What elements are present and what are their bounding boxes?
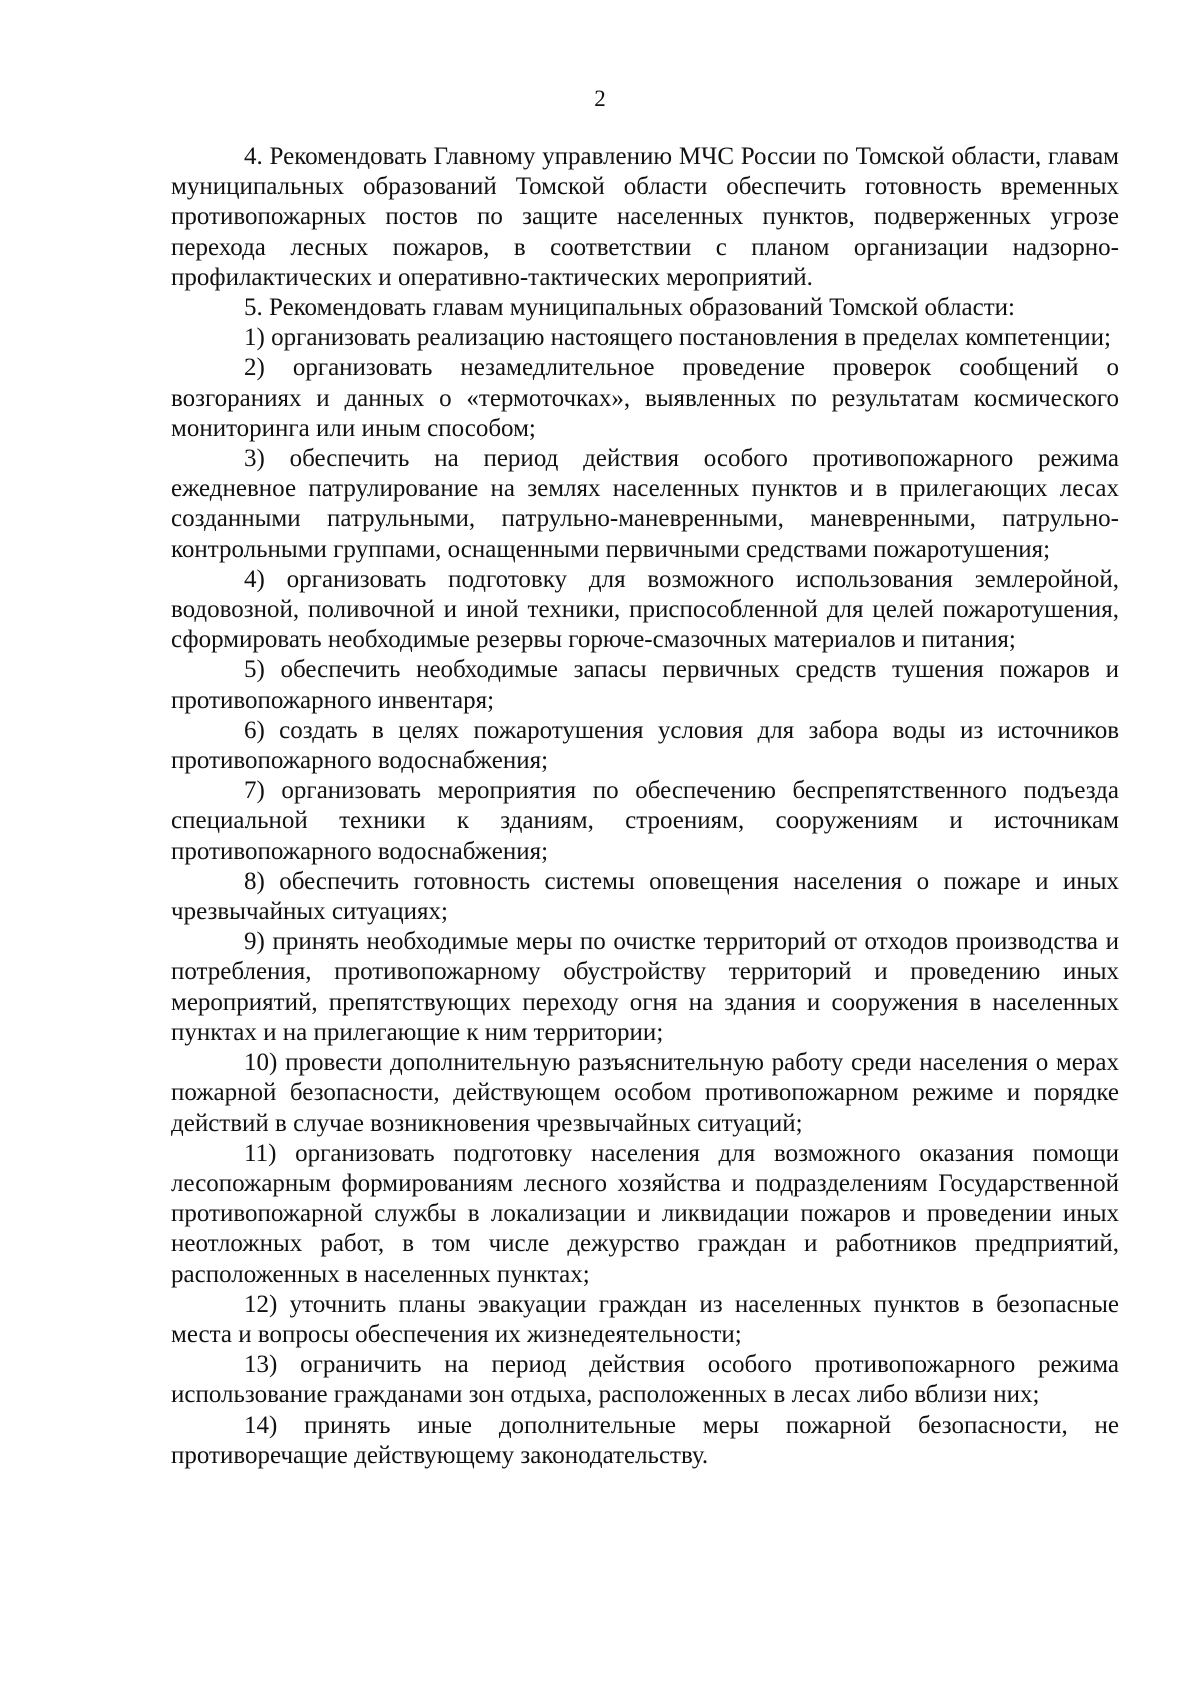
document-body: [171, 142, 1119, 1471]
subitem-13: 13) ограничить на период действия особого противопожарного режима использование гражданами зон отдыха, расположенных в лесах либо вблизи них;: [171, 1351, 1119, 1409]
subitem-4: 4) организовать подготовку для возможного использования землеройной, водовозной, поливочной и иной техники, приспособленной для целей пожаротушения, сформировать необходимые резервы горюче-смазочных материалов и питания;: [171, 565, 1119, 654]
subitem-2: 2) организовать незамедлительное проведение проверок сообщений о возгораниях и данных о «термоточках», выявленных по результатам космического мониторинга или иным способом;: [171, 354, 1119, 442]
subitem-10: 10) провести дополнительную разъяснительную работу среди населения о мерах пожарной безопасности, действующем особом противопожарном режиме и порядке действий в случае возникновения чрезвычайных ситуаций;: [171, 1049, 1119, 1137]
subitem-11: 11) организовать подготовку населения для возможного оказания помощи лесопожарным формированиям лесного хозяйства и подразделениям Государственной противопожарной службы в локализации и ликвидации пожаров и проведении иных неотложных работ, в том числе дежурство граждан и работников предприятий, расположенных в населенных пунктах;: [171, 1139, 1119, 1288]
paragraph-item-4: 4. Рекомендовать Главному управлению МЧС России по Томской области, главам муниципальных образований Томской области обеспечить готовность временных противопожарных постов по защите населенных пунктов, подверженных угрозе перехода лесных пожаров, в соответствии с планом организации надзорно-профилактических и оперативно-тактических мероприятий.: [171, 143, 1119, 291]
subitem-6: 6) создать в целях пожаротушения условия для забора воды из источников противопожарного водоснабжения;: [171, 716, 1119, 775]
paragraph-item-5: 5. Рекомендовать главам муниципальных образований Томской области:: [244, 294, 1015, 322]
subitem-5: 5) обеспечить необходимые запасы первичных средств тушения пожаров и противопожарного инвентаря;: [171, 656, 1119, 714]
page-number: 2: [594, 86, 606, 111]
subitem-14: 14) принять иные дополнительные меры пожарной безопасности, не противоречащие действующему законодательству.: [171, 1411, 1119, 1469]
subitem-7: 7) организовать мероприятия по обеспечению беспрепятственного подъезда специальной техники к зданиям, строениям, сооружениям и источникам противопожарного водоснабжения;: [171, 777, 1119, 865]
subitem-8: 8) обеспечить готовность системы оповещения населения о пожаре и иных чрезвычайных ситуациях;: [171, 867, 1119, 926]
subitem-9: 9) принять необходимые меры по очистке территорий от отходов производства и потребления, противопожарному обустройству территорий и проведению иных мероприятий, препятствующих переходу огня на здания и сооружения в населенных пунктах и на прилегающие к ним территории;: [171, 928, 1119, 1046]
subitem-3: 3) обеспечить на период действия особого противопожарного режима ежедневное патрулирование на землях населенных пунктов и в прилегающих лесах созданными патрульными, патрульно-маневренными, маневренными, патрульно-контрольными группами, оснащенными первичными средствами пожаротушения;: [171, 445, 1119, 563]
subitem-12: 12) уточнить планы эвакуации граждан из населенных пунктов в безопасные места и вопросы обеспечения их жизнедеятельности;: [171, 1290, 1119, 1348]
subitem-1: 1) организовать реализацию настоящего постановления в пределах компетенции;: [244, 324, 1111, 352]
